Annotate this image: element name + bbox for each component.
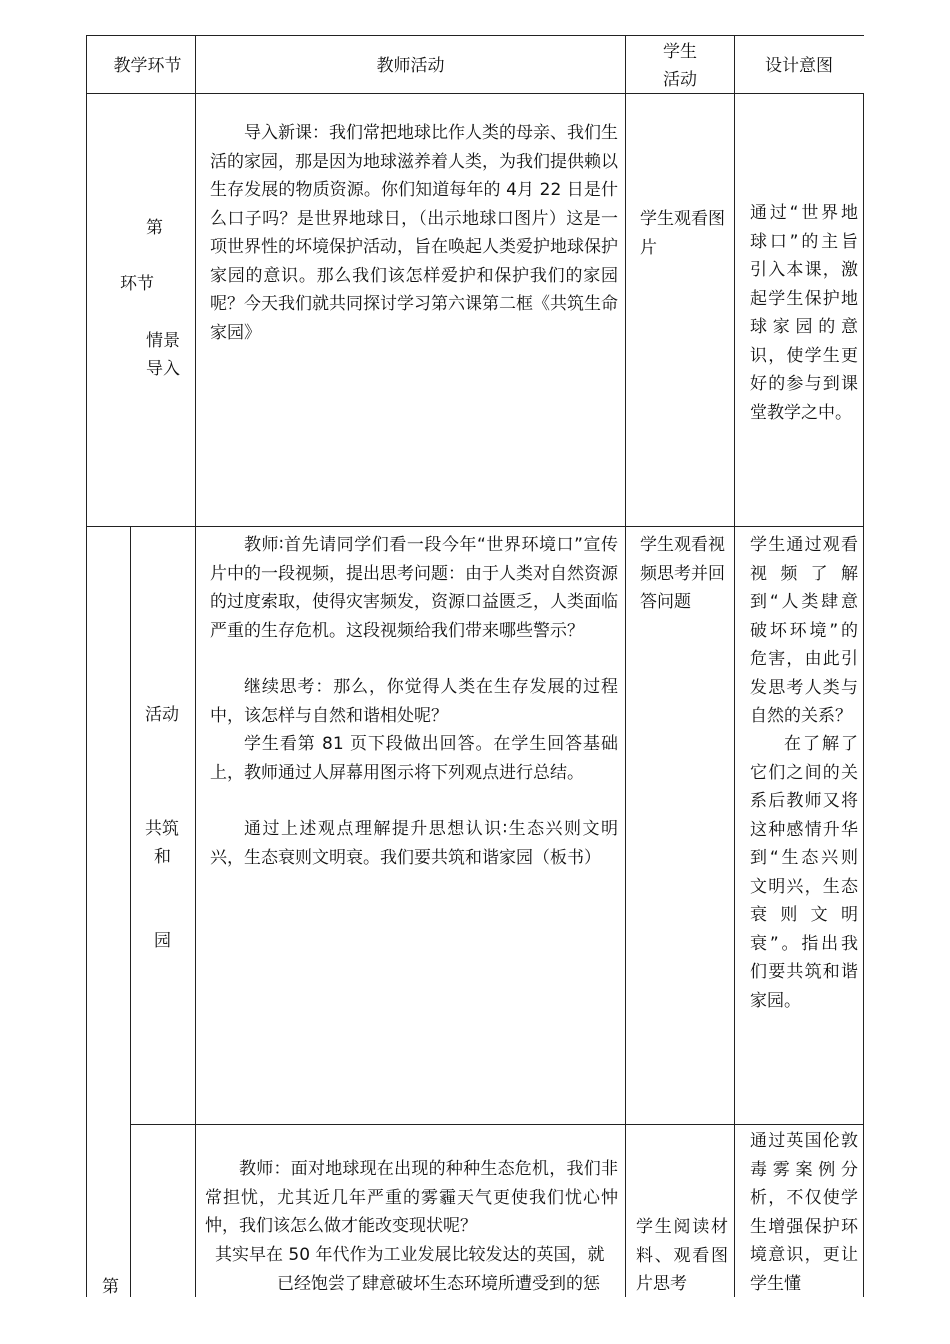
header-bottom-border bbox=[86, 93, 864, 94]
row2-teacher-paragraph-3: 学生看第 81 页下段做出回答。在学生回答基础上，教师通过人屏幕用图示将下列观点进行总结。 bbox=[210, 734, 618, 783]
row1-stage-label-3: 情景 bbox=[146, 331, 180, 351]
table-left-border bbox=[86, 35, 87, 1297]
table-right-border bbox=[863, 93, 864, 1297]
row2-bottom-border bbox=[130, 1124, 864, 1125]
row1-stage-label-2: 环节 bbox=[120, 274, 154, 294]
row1-bottom-border bbox=[86, 526, 864, 527]
col1-right-border-top bbox=[195, 35, 196, 1297]
row1-teacher-activity: 导入新课：我们常把地球比作人类的母亲、我们生活的家园，那是因为地球滋养着人类，为我们提供赖以生存发展的物质资源。你们知道每年的 4月 22 日是什么口子吗？是世界地球日，（出示地球口图片）这是一项世界性的坏境保护活动，旨在唤起人类爱护地球保护家园的意识。那么我们该怎样爱护和保护我们的家园呢？今天我们就共同探讨学习第六课第二框《共筑生命家园》 bbox=[210, 123, 618, 343]
row1-student-activity: 学生观看图片 bbox=[640, 209, 725, 258]
table-top-border bbox=[86, 35, 864, 36]
header-design-intent: 设计意图 bbox=[765, 56, 833, 76]
row1-design-intent: 通过“世界地球口”的主旨引入本课，激起学生保护地球家园的意识，使学生更好的参与到课堂教学之中。 bbox=[750, 203, 858, 423]
row2-design-paragraph-2: 在了解了它们之间的关系后教师又将这种感情升华到“生态兴则文明兴，生态衰则文明衰”。指出我们要共筑和谐家园。 bbox=[750, 734, 858, 1011]
col2-right-border bbox=[625, 35, 626, 1297]
row2-activity-label-3: 和 bbox=[154, 847, 171, 867]
header-student-activity-line2: 活动 bbox=[663, 70, 697, 90]
col3-right-border bbox=[734, 35, 735, 1297]
header-student-activity-line1: 学生 bbox=[663, 42, 697, 62]
row1-stage-label-4: 导入 bbox=[146, 359, 180, 379]
header-teaching-stage: 教学环节 bbox=[113, 56, 182, 76]
row3-student-activity: 学生阅读材料、观看图片思考 bbox=[636, 1217, 728, 1294]
row2-teacher-paragraph-1: 教师∶首先请同学们看一段今年“世界环境口”宣传片中的一段视频，提出思考问题：由于人类对自然资源的过度索取，使得灾害频发，资源口益匮乏，人类面临严重的生存危机。这段视频给我们带来哪些警示？ bbox=[210, 535, 618, 641]
col1-sub-border bbox=[130, 526, 131, 1297]
row2-student-activity: 学生观看视频思考并回答问题 bbox=[640, 535, 725, 612]
row2-activity-label-2: 共筑 bbox=[145, 819, 179, 839]
row3-design-intent: 通过英国伦敦毒雾案例分析，不仅使学生增强保护环境意识，更让学生懂 bbox=[750, 1131, 858, 1294]
row2-teacher-paragraph-4: 通过上述观点理解提升思想认识∶生态兴则文明兴，生态衰则文明衰。我们要共筑和谐家园（板书） bbox=[210, 819, 618, 868]
row3-teacher-paragraph-1: 教师：面对地球现在出现的种种生态危机，我们非常担忧，尤其近几年严重的雾霾天气更使我们忧心忡忡，我们该怎么做才能改变现状呢？ bbox=[205, 1159, 618, 1236]
row2-activity-label-1: 活动 bbox=[145, 705, 179, 725]
row3-stage-label-1: 第 bbox=[102, 1277, 119, 1297]
row2-teacher-paragraph-2: 继续思考：那么，你觉得人类在生存发展的过程中，该怎样与自然和谐相处呢？ bbox=[210, 677, 618, 726]
row3-teacher-paragraph-3: 已经饱尝了肆意破坏生态环境所遭受到的惩 bbox=[277, 1274, 600, 1294]
row2-activity-label-4: 园 bbox=[154, 931, 171, 951]
row2-design-paragraph-1: 学生通过观看视频了解到“人类肆意破坏环境”的危害，由此引发思考人类与自然的关系？ bbox=[750, 535, 858, 726]
header-teacher-activity: 教师活动 bbox=[376, 56, 445, 76]
row1-stage-label-1: 第 bbox=[146, 218, 163, 238]
row3-teacher-paragraph-2: 其实早在 50 年代作为工业发展比较发达的英国，就 bbox=[215, 1245, 605, 1265]
